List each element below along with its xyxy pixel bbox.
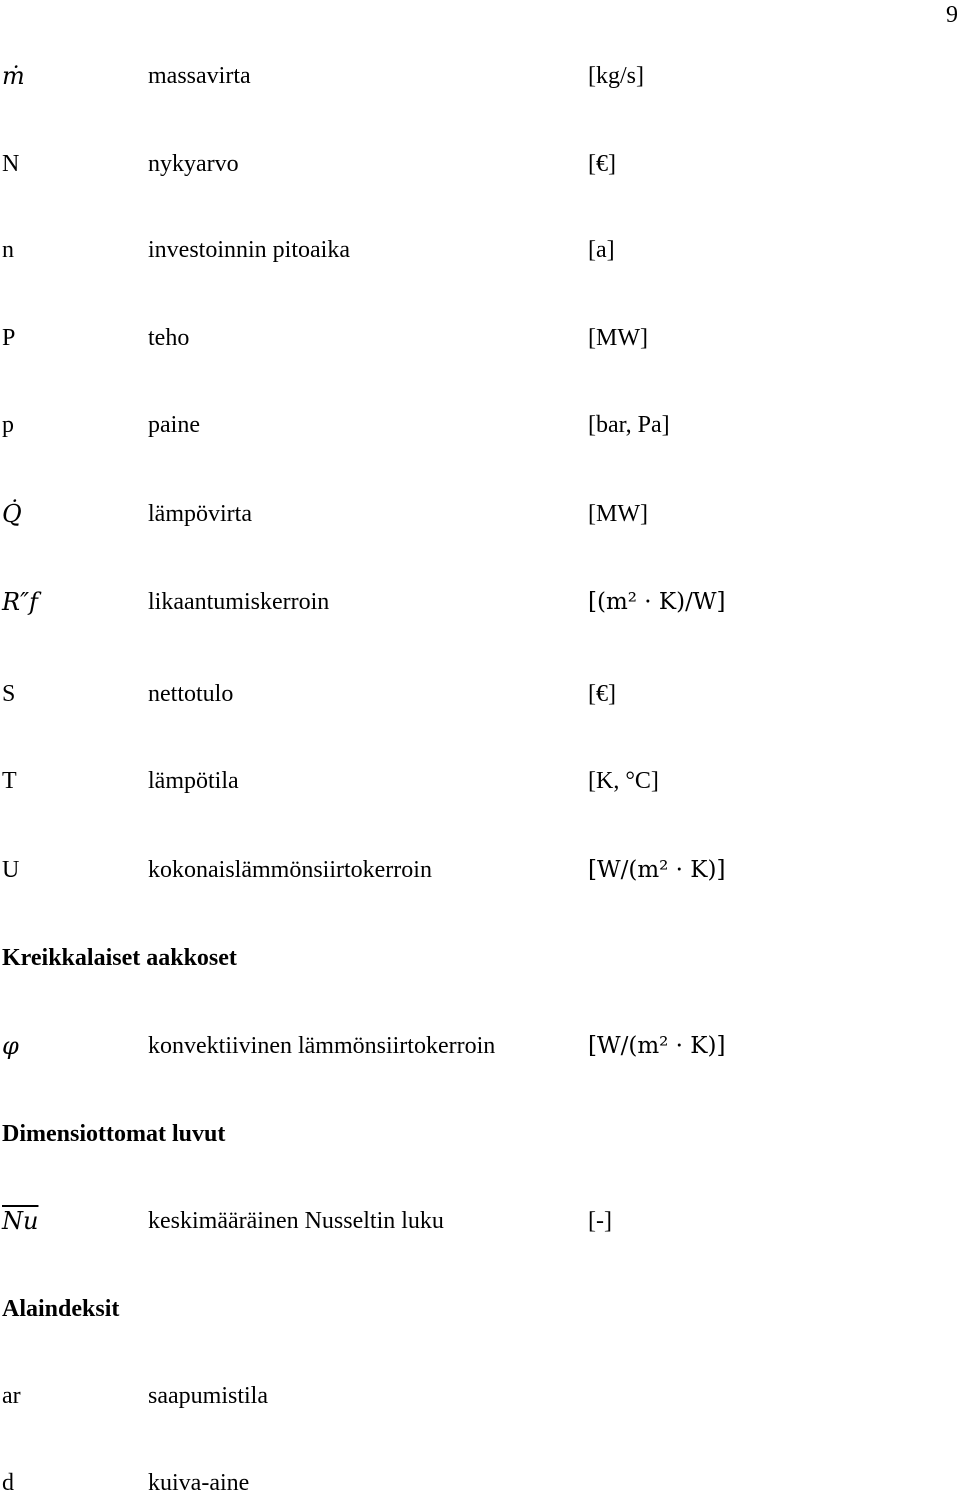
- description: kokonaislämmönsiirtokerroin: [148, 857, 432, 883]
- description: massavirta: [148, 63, 251, 89]
- unit: [kg/s]: [588, 63, 644, 89]
- description: likaantumiskerroin: [148, 589, 330, 615]
- description: nykyarvo: [148, 151, 239, 177]
- unit: [bar, Pa]: [588, 412, 670, 438]
- symbol-row-overall-heat-transfer: [0, 850, 960, 890]
- description: teho: [148, 325, 190, 351]
- unit: [€]: [588, 681, 616, 707]
- symbol-row-convective-coefficient: [0, 1026, 960, 1066]
- symbol: φ: [2, 1032, 19, 1060]
- symbol: p: [2, 412, 14, 438]
- symbol: T: [2, 768, 17, 794]
- description: konvektiivinen lämmönsiirtokerroin: [148, 1033, 496, 1059]
- symbol: P: [2, 325, 16, 351]
- description: lämpövirta: [148, 501, 252, 527]
- unit: [W/(m² · K)]: [588, 857, 726, 883]
- symbol: ar: [2, 1383, 21, 1409]
- description: lämpötila: [148, 768, 239, 794]
- symbol: ṁ: [2, 62, 25, 90]
- unit: [MW]: [588, 325, 648, 351]
- unit: [(m² · K)/W]: [588, 589, 726, 615]
- description: paine: [148, 412, 200, 438]
- symbol-row-temperature: [0, 761, 960, 801]
- symbol-row-investment-period: [0, 230, 960, 270]
- description: kuiva-aine: [148, 1470, 250, 1496]
- symbol-row-arrival-state: [0, 1376, 960, 1416]
- symbol: n: [2, 237, 14, 263]
- symbol-row-net-income: [0, 674, 960, 714]
- page-number: 9: [946, 2, 958, 28]
- symbol-row-dry-matter: [0, 1463, 960, 1503]
- unit: [MW]: [588, 501, 648, 527]
- description: saapumistila: [148, 1383, 268, 1409]
- symbol: $\overline{Nu}$: [2, 1207, 39, 1235]
- symbol: R″f: [2, 588, 38, 616]
- unit: [a]: [588, 237, 615, 263]
- description: investoinnin pitoaika: [148, 237, 350, 263]
- symbol-row-mass-flow: [0, 56, 960, 96]
- description: keskimääräinen Nusseltin luku: [148, 1208, 444, 1234]
- symbol: Q̇: [2, 500, 22, 528]
- symbol: S: [2, 681, 16, 707]
- symbol-row-fouling-factor: [0, 582, 960, 622]
- symbol-row-heat-flow: [0, 494, 960, 534]
- section-heading-greek: Kreikkalaiset aakkoset: [2, 945, 237, 971]
- symbol-row-present-value: [0, 144, 960, 184]
- section-heading-subscripts: Alaindeksit: [2, 1296, 120, 1322]
- symbol-row-nusselt: [0, 1201, 960, 1241]
- symbol: d: [2, 1470, 14, 1496]
- symbol: U: [2, 857, 20, 883]
- symbol-row-pressure: [0, 405, 960, 445]
- unit: [K, °C]: [588, 768, 659, 794]
- description: nettotulo: [148, 681, 234, 707]
- section-heading-dimensionless: Dimensiottomat luvut: [2, 1121, 226, 1147]
- symbol-row-power: [0, 318, 960, 358]
- symbol: N: [2, 151, 20, 177]
- unit: [W/(m² · K)]: [588, 1033, 726, 1059]
- unit: [-]: [588, 1208, 612, 1234]
- unit: [€]: [588, 151, 616, 177]
